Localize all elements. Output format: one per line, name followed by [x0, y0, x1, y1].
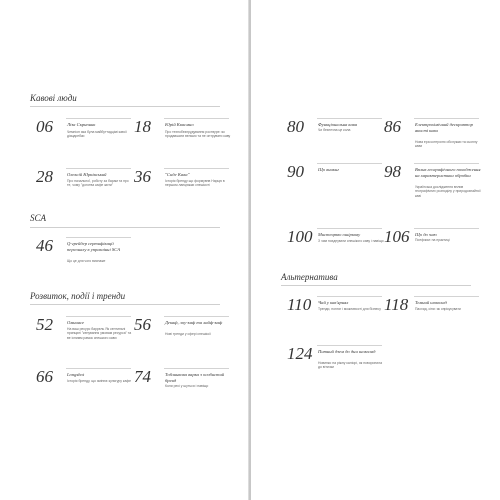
page-number: 28: [36, 167, 53, 186]
page-number: 110: [287, 295, 312, 314]
entry-rule: [317, 118, 382, 119]
entry-rule: [164, 168, 229, 169]
entry-title: Що вникнг: [318, 167, 340, 172]
page-number: 66: [36, 367, 53, 386]
entry-rule: [414, 228, 479, 229]
entry-description: Нові тренди у сфері спешікої: [165, 332, 211, 336]
section-title-trends: Розвиток, події і тренди: [30, 291, 126, 301]
page-number: 98: [384, 162, 401, 181]
page-number: 90: [287, 162, 304, 181]
entry-description: Пасхид, сіни: як опрікусувати: [415, 307, 461, 311]
toc-entry[interactable]: [384, 163, 484, 215]
toc-entry[interactable]: [36, 168, 136, 220]
entry-title: Q-грейдер сертифікації персоналу в управлінні SCA: [67, 241, 121, 252]
entry-rule: [66, 118, 131, 119]
toc-entry[interactable]: [287, 296, 387, 348]
entry-title: Мистецтво ошіркову: [318, 232, 361, 237]
entry-title: Омниасе: [67, 320, 85, 325]
toc-entry[interactable]: [134, 118, 234, 170]
entry-title: Темний шоколад: [415, 300, 447, 305]
entry-description: Поефзим: на практиці: [415, 238, 450, 242]
page-number: 118: [384, 295, 409, 314]
page-number: 46: [36, 236, 53, 255]
toc-entry[interactable]: [36, 316, 136, 368]
toc-entry[interactable]: [36, 237, 136, 289]
entry-title: Функціональна кава: [318, 122, 358, 127]
entry-rule: [317, 345, 382, 346]
entry-description: Українська дослідження вплив географічних розподілу у природознайної каві: [415, 185, 481, 198]
entry-rule: [164, 368, 229, 369]
toc-entry[interactable]: [287, 345, 387, 397]
page-number: 80: [287, 117, 304, 136]
entry-rule: [66, 237, 131, 238]
section-title-sca: SCA: [30, 213, 47, 223]
page-number: 86: [384, 117, 401, 136]
page-number: 100: [287, 227, 313, 246]
section-title-alternative: Альтернатива: [281, 272, 338, 282]
entry-description: Історія бренду що формувнв Нарцю в першом ланцюжки спешікоті: [165, 179, 225, 188]
entry-description: Новинко на ріжну каліорі, як поворонила до вітички: [318, 361, 382, 370]
entry-rule: [317, 228, 382, 229]
page-number: 06: [36, 117, 53, 136]
entry-description: Про начальної, роботу за барам та про те, чому "доготва кафе жити": [67, 179, 129, 188]
entry-rule: [317, 163, 382, 164]
entry-title: Longshot: [67, 372, 85, 377]
page-number: 18: [134, 117, 151, 136]
entry-title: Декаф, лоу-каф та хайф-каф: [165, 320, 223, 325]
entry-description: Нова ера контролю обслужки та сьоплу кави: [415, 140, 478, 149]
section-divider: [30, 106, 220, 107]
section-divider: [30, 227, 220, 228]
left-page: [0, 0, 249, 500]
entry-description: Історія бренду, що змінює культуру кафе: [67, 379, 132, 383]
entry-rule: [66, 168, 131, 169]
entry-title: Питний дзем до дни шоколад: [318, 349, 376, 354]
entry-description: На ваш ресурс баррель Як сентиньні принципі "кенування умовам ресурса" та ве існимм рамок спешкого кави: [67, 327, 132, 340]
entry-rule: [414, 163, 479, 164]
entry-title: "Сиде Кавa": [165, 172, 190, 177]
entry-title: Тоблинкова варка з особистий бренд: [165, 372, 225, 383]
toc-entry[interactable]: [384, 296, 484, 348]
toc-entry[interactable]: [36, 368, 136, 420]
entry-rule: [66, 368, 131, 369]
entry-rule: [66, 316, 131, 317]
toc-entry[interactable]: [36, 118, 136, 170]
section-divider: [30, 304, 220, 305]
right-page: [251, 0, 500, 500]
toc-entry[interactable]: [287, 163, 387, 215]
page-number: 124: [287, 344, 313, 363]
page-number: 74: [134, 367, 151, 386]
entry-description: Коли ресі у шуться і навіщо: [165, 384, 209, 388]
toc-entry[interactable]: [134, 368, 234, 420]
entry-rule: [317, 296, 382, 297]
toc-entry[interactable]: [384, 228, 484, 280]
page-number: 52: [36, 315, 53, 334]
entry-description: Чи безпечна це кола: [318, 128, 351, 132]
section-divider: [281, 285, 471, 286]
toc-entry[interactable]: [134, 168, 234, 220]
entry-description: Тренди, погляг і можливості для бізнесу: [318, 307, 381, 311]
entry-title: Олексій Юрківський: [67, 172, 107, 177]
entry-rule: [414, 296, 479, 297]
entry-description: Чемпіон яка була майбуттадцімі кавої діяцаребки: [67, 130, 127, 139]
entry-title: Що до чаю: [415, 232, 437, 237]
entry-title: Вплив географічного походження на характеристики обробки: [415, 167, 481, 178]
section-title-coffee-people: Кавові люди: [30, 93, 77, 103]
entry-title: Ліза Скрипник: [67, 122, 96, 127]
page-number: 106: [384, 227, 410, 246]
entry-rule: [164, 316, 229, 317]
entry-rule: [414, 118, 479, 119]
entry-title: Юрій Квасмно: [165, 122, 194, 127]
entry-title: Електрохімічний дескриптор якості кави: [415, 122, 473, 133]
entry-description: З чим поєднувати спешікого каву і навіщо: [318, 239, 384, 243]
page-number: 36: [134, 167, 151, 186]
entry-rule: [164, 118, 229, 119]
page-number: 56: [134, 315, 151, 334]
entry-description: Що це для чого виснаже: [67, 259, 106, 263]
toc-entry[interactable]: [134, 316, 234, 368]
entry-title: Чай у кав'ярнях: [318, 300, 349, 305]
entry-description: Про технобезпрудування роствуре: як продавшати вельмо та не оптрувати каву: [165, 130, 231, 139]
